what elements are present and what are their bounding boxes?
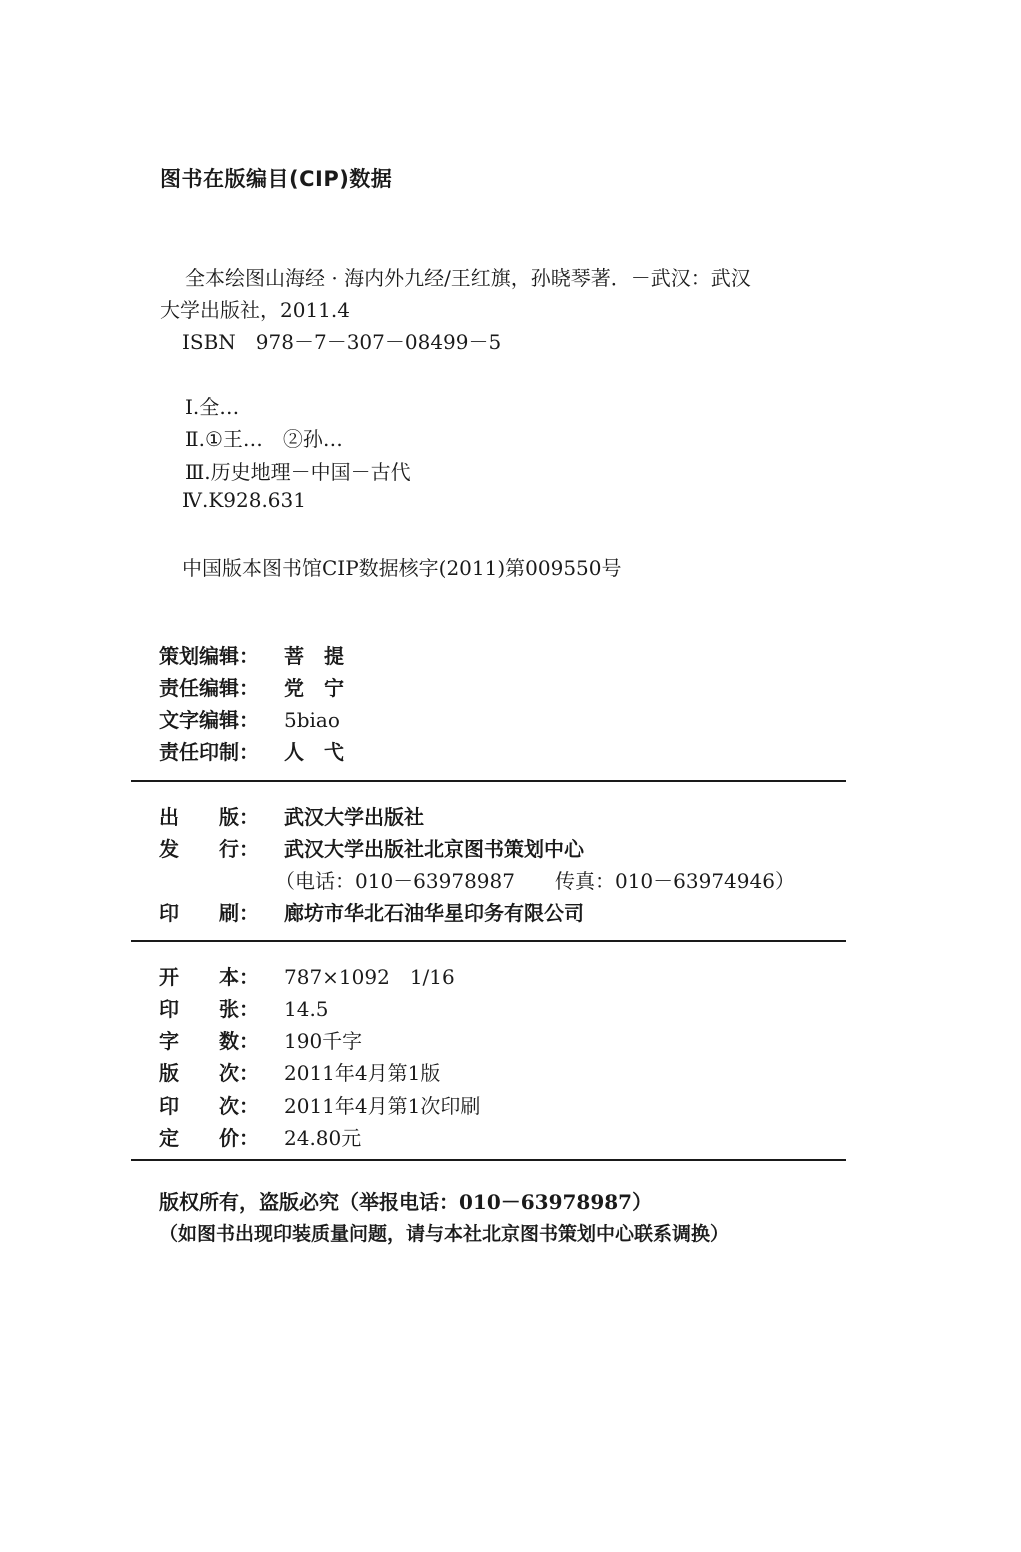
- spec-row: [159, 961, 455, 990]
- cip-number: 中国版本图书馆CIP数据核字(2011)第009550号: [182, 556, 622, 580]
- spec-value: 787×1092 1/16: [284, 965, 455, 989]
- editor-label: 责任印制：: [159, 740, 259, 764]
- editor-row: [159, 736, 344, 765]
- spec-value: 2011年4月第1次印刷: [284, 1094, 481, 1118]
- editor-label: 责任编辑：: [159, 676, 259, 700]
- cip-index-2: Ⅱ.①王… ②孙…: [185, 427, 343, 451]
- spec-row: [159, 1122, 361, 1151]
- quality-notice: （如图书出现印装质量问题，请与本社北京图书策划中心联系调换）: [159, 1223, 730, 1245]
- editor-row: [159, 704, 340, 733]
- publishing-label: 印 刷：: [159, 901, 259, 925]
- editor-label: 策划编辑：: [159, 644, 259, 668]
- cip-heading: 图书在版编目(CIP)数据: [160, 167, 393, 191]
- publishing-contact: （电话：010－63978987 传真：010－63974946）: [275, 869, 795, 893]
- spec-row: [159, 1057, 440, 1086]
- publishing-label: 出 版：: [159, 805, 259, 829]
- editor-value: 5biao: [284, 708, 340, 732]
- spec-value: 24.80元: [284, 1126, 362, 1150]
- spec-row: [159, 1090, 480, 1119]
- publishing-value: 廊坊市华北石油华星印务有限公司: [284, 901, 584, 925]
- editor-value: 菩 提: [284, 644, 344, 668]
- editor-value: 党 宁: [284, 676, 344, 700]
- cip-description-line1: 全本绘图山海经 · 海内外九经/王红旗，孙晓琴著．－武汉：武汉: [185, 266, 751, 290]
- spec-label: 定 价：: [159, 1126, 259, 1150]
- editor-label: 文字编辑：: [159, 708, 259, 732]
- cip-description-line2: 大学出版社，2011.4: [160, 298, 350, 322]
- copyright-notice: 版权所有，盗版必究（举报电话：010－63978987）: [159, 1190, 653, 1214]
- spec-value: 2011年4月第1版: [284, 1061, 441, 1085]
- spec-row: [159, 1025, 362, 1054]
- editor-value: 人 弋: [284, 740, 344, 764]
- publishing-row: [159, 801, 424, 830]
- divider: [131, 940, 846, 942]
- cip-index-1: Ⅰ.全…: [185, 395, 240, 419]
- editor-row: [159, 640, 344, 669]
- spec-value: 190千字: [284, 1029, 363, 1053]
- publishing-value: 武汉大学出版社北京图书策划中心: [284, 837, 584, 861]
- spec-label: 印 次：: [159, 1094, 259, 1118]
- spec-value: 14.5: [284, 997, 329, 1021]
- publishing-row: [159, 897, 584, 926]
- spec-row: [159, 993, 329, 1022]
- editor-row: [159, 672, 344, 701]
- cip-index-3: Ⅲ.历史地理－中国－古代: [185, 460, 411, 484]
- divider: [131, 780, 846, 782]
- publishing-value: 武汉大学出版社: [284, 805, 424, 829]
- publishing-row: [159, 833, 584, 862]
- spec-label: 开 本：: [159, 965, 259, 989]
- spec-label: 字 数：: [159, 1029, 259, 1053]
- divider: [131, 1159, 846, 1161]
- spec-label: 版 次：: [159, 1061, 259, 1085]
- spec-label: 印 张：: [159, 997, 259, 1021]
- publishing-label: 发 行：: [159, 837, 259, 861]
- cip-index-4: Ⅳ.K928.631: [182, 488, 306, 512]
- isbn: ISBN 978－7－307－08499－5: [182, 330, 502, 354]
